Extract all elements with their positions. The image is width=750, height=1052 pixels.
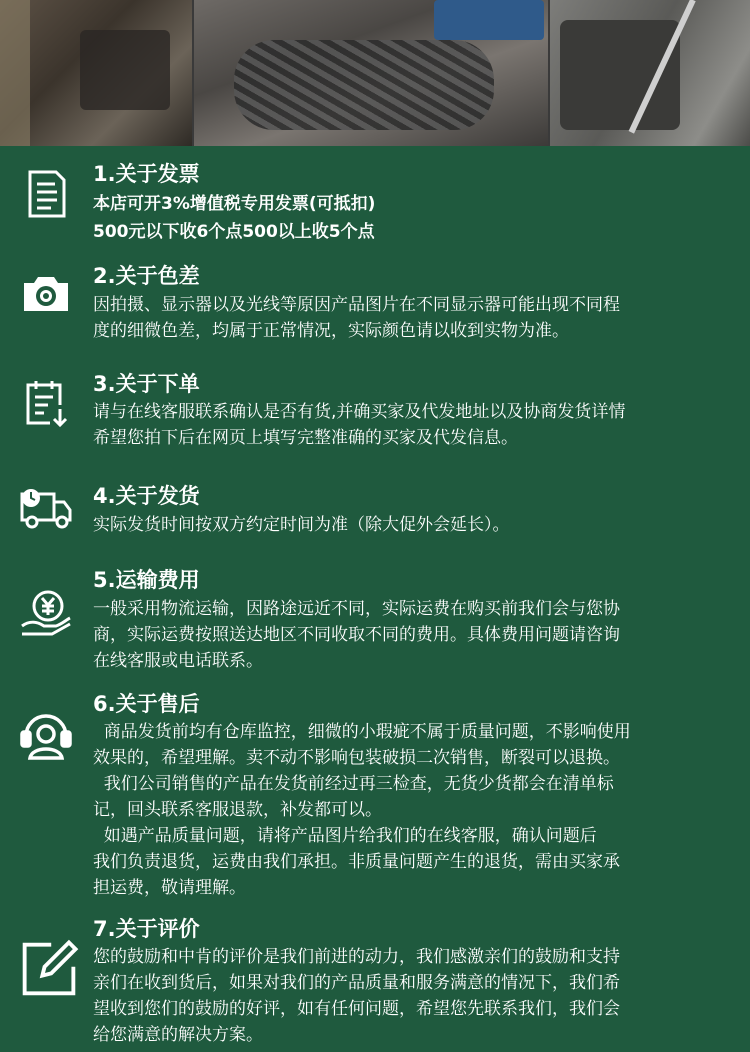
camera-icon [18, 265, 74, 321]
section-body: 您的鼓励和中肯的评价是我们前进的动力，我们感激亲们的鼓励和支持 亲们在收到货后，如果对我们的产品质量和服务满意的情况下，我们希 望收到您们的鼓励的好评，如有任何问题，希望您先联系我们，我们会 给您满意的解决方案。 [93, 947, 620, 1045]
section-body: 实际发货时间按双方约定时间为准（除大促外会延长）。 [93, 515, 510, 535]
scrap-iron-pile-photo [194, 0, 548, 146]
section-title: 7.关于评价 [93, 917, 200, 941]
section-title: 4.关于发货 [93, 484, 200, 508]
forge-workshop-photo [0, 0, 192, 146]
section-body: 本店可开3%增值税专用发票(可抵扣) 500元以下收6个点500以上收5个点 [93, 194, 376, 242]
invoice-icon [18, 166, 74, 222]
section-title: 2.关于色差 [93, 264, 200, 288]
forging-machine-photo [550, 0, 750, 146]
section-body: 请与在线客服联系确认是否有货,并确买家及代发地址以及协商发货详情 希望您拍下后在网页上填写完整准确的买家及代发信息。 [93, 402, 626, 448]
yen-coin-hand-icon [18, 586, 74, 642]
product-photo-strip [0, 0, 750, 146]
section-title: 6.关于售后 [93, 692, 200, 716]
delivery-truck-icon [18, 480, 74, 536]
section-body: 一般采用物流运输，因路途远近不同，实际运费在购买前我们会与您协 商，实际运费按照送达地区不同收取不同的费用。具体费用问题请咨询 在线客服或电话联系。 [93, 599, 620, 671]
customer-service-headset-icon [18, 706, 74, 762]
order-clipboard-icon [18, 375, 74, 431]
edit-review-icon [18, 938, 80, 1000]
section-body: 因拍摄、显示器以及光线等原因产品图片在不同显示器可能出现不同程 度的细微色差，均属于正常情况，实际颜色请以收到实物为准。 [93, 295, 620, 341]
section-body: 商品发货前均有仓库监控，细微的小瑕疵不属于质量问题，不影响使用 效果的，希望理解。卖不动不影响包装破损二次销售，断裂可以退换。 我们公司销售的产品在发货前经过再三检查，无货少货都会在清单标 记，回头联系客服退款，补发都可以。 如遇产品质量问题，请将产品图片给我们的在线客服，确认问题后 我们负责退货，运费由我们承担。非质量问题产生的退货，需由买家承 担运费，敬请理解。 [93, 722, 631, 898]
section-title: 5.运输费用 [93, 568, 200, 592]
section-title: 1.关于发票 [93, 162, 200, 186]
section-title: 3.关于下单 [93, 372, 200, 396]
